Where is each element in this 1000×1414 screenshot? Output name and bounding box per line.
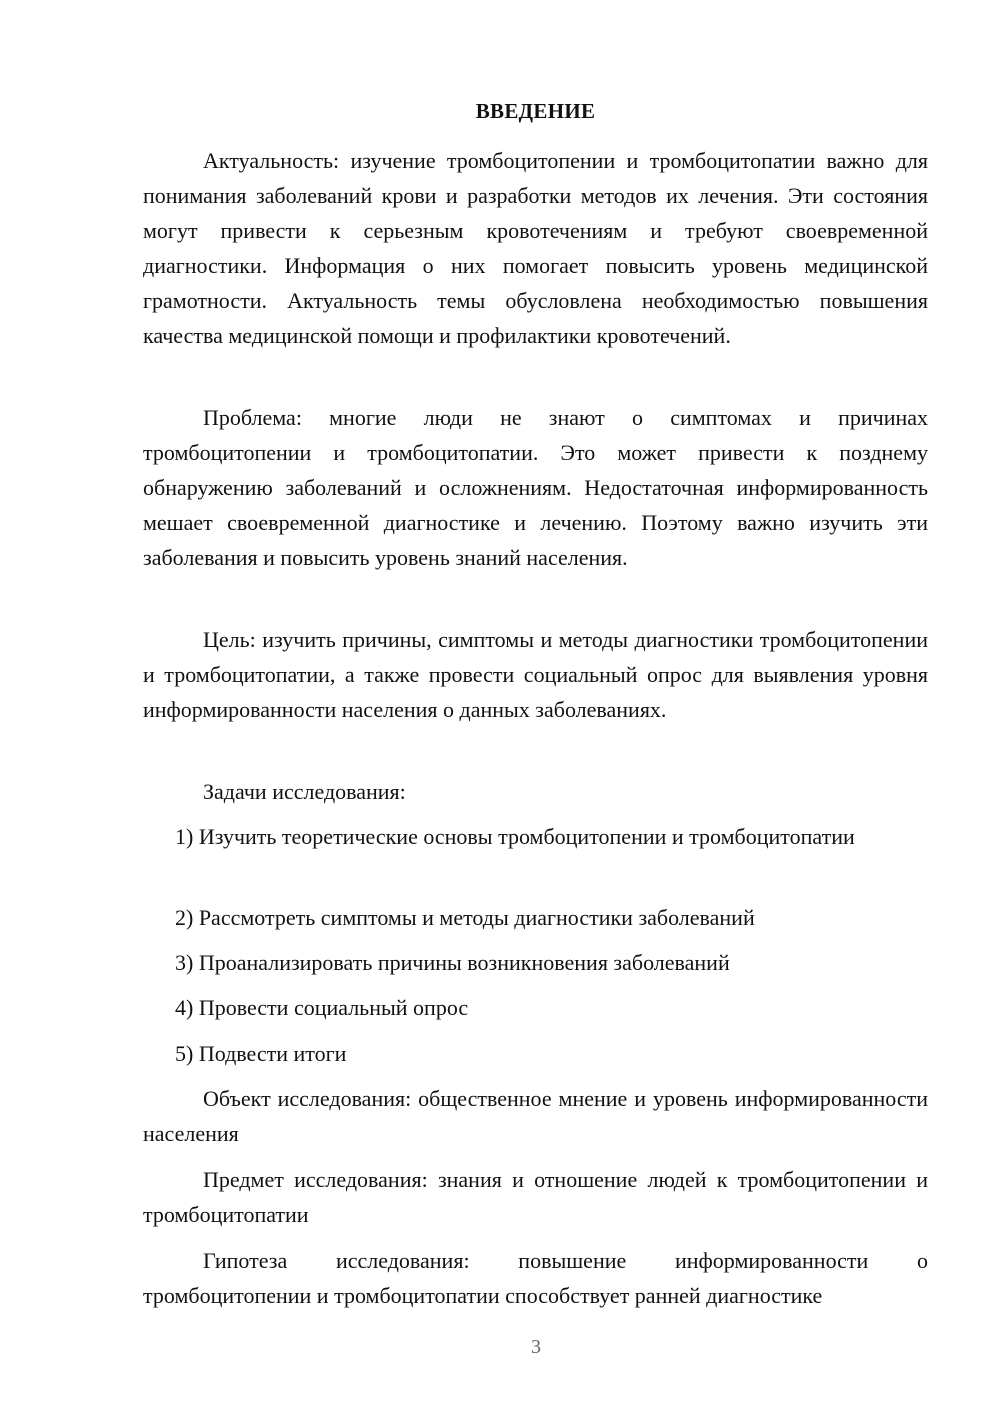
section-title: ВВЕДЕНИЕ [475, 99, 596, 123]
page-number: 3 [531, 1336, 541, 1358]
task-item-4: 4) Провести социальный опрос [175, 995, 469, 1020]
paragraph-object: Объект исследования: общественное мнение и уровень информированности населения [143, 1086, 928, 1146]
task-item-3: 3) Проанализировать причины возникновения заболеваний [175, 950, 730, 975]
paragraph-problem: Проблема: многие люди не знают о симптомах и причинах тромбоцитопении и тромбоцитопатии. Это может привести к позднему обнаружению заболеваний и осложнениям. Недостаточная информированность мешает своевременной диагностике и лечению. Поэтому важно изучить эти заболевания и повысить уровень знаний населения. [143, 405, 928, 570]
paragraph-subject: Предмет исследования: знания и отношение людей к тромбоцитопении и тромбоцитопатии [143, 1167, 928, 1227]
tasks-heading: Задачи исследования: [203, 779, 406, 804]
paragraph-relevance: Актуальность: изучение тромбоцитопении и тромбоцитопатии важно для понимания заболеваний крови и разработки методов их лечения. Эти состояния могут привести к серьезным кровотечениям и требуют своевременной диагностики. Информация о них помогает повысить уровень медицинской грамотности. Актуальность темы обусловлена необходимостью повышения качества медицинской помощи и профилактики кровотечений. [143, 148, 928, 348]
paragraph-goal: Цель: изучить причины, симптомы и методы диагностики тромбоцитопении и тромбоцитопатии, а также провести социальный опрос для выявления уровня информированности населения о данных заболеваниях. [143, 627, 928, 722]
task-item-2: 2) Рассмотреть симптомы и методы диагностики заболеваний [175, 905, 755, 930]
task-item-5: 5) Подвести итоги [175, 1041, 347, 1066]
paragraph-hypothesis: Гипотеза исследования: повышение информированности о тромбоцитопении и тромбоцитопатии способствует ранней диагностике [143, 1248, 928, 1308]
task-item-1: 1) Изучить теоретические основы тромбоцитопении и тромбоцитопатии [175, 824, 855, 849]
